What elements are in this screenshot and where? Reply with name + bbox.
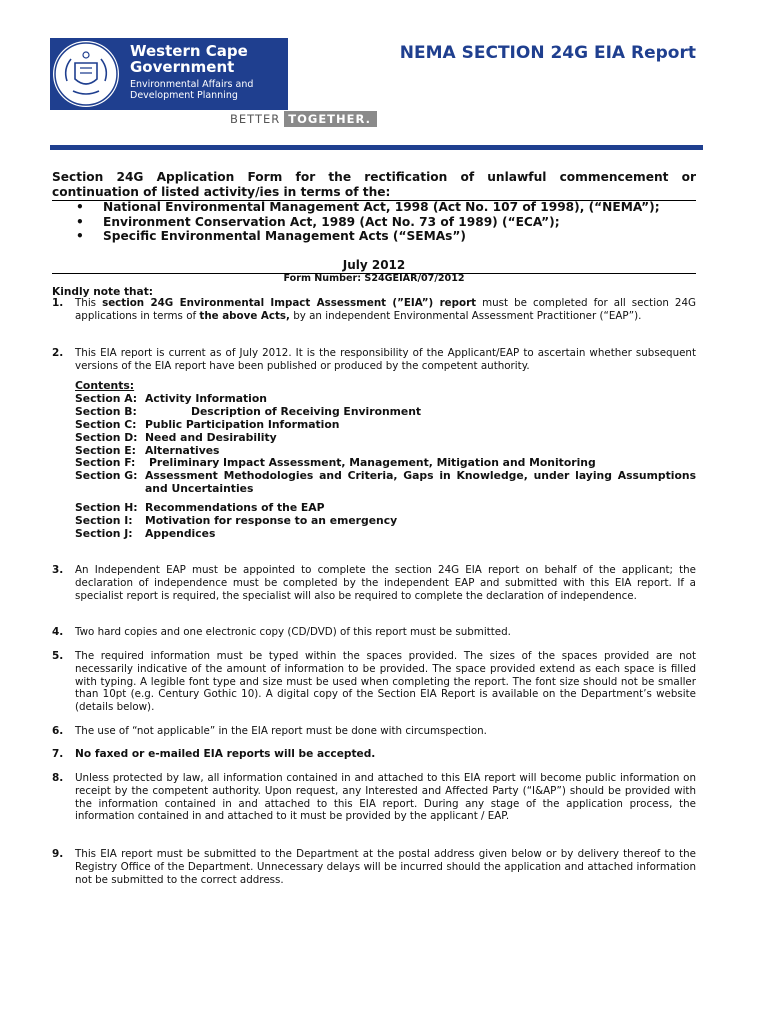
contents-row: Section I: Motivation for response to an emergency [75, 514, 398, 528]
item-number: 1. [52, 297, 64, 309]
contents-row: Section E: Alternatives [75, 443, 220, 457]
org-name: Western Cape Government [130, 42, 248, 76]
text-run: must be completed for all section 24G applications in terms of [75, 297, 696, 322]
item-number: 8. [52, 772, 64, 784]
intro-heading: Section 24G Application Form for the rectification of unlawful commencement or continuation of listed activity/ies in terms of the: [52, 170, 696, 199]
contents-row: Section C: Public Participation Information [75, 417, 340, 431]
header-divider [50, 145, 703, 150]
note-item-5 [75, 650, 696, 714]
item-number: 5. [52, 650, 64, 662]
note-item-2 [75, 347, 696, 373]
department-name: Environmental Affairs and Development Planning [130, 79, 254, 101]
contents-list [75, 380, 696, 541]
contents-row: Section A: Activity Information [75, 391, 267, 405]
government-logo [50, 38, 288, 110]
text-run: The use of “not applicable” in the EIA report must be done with circumspection. [75, 725, 487, 737]
text-run: by an independent Environmental Assessment Practitioner (“EAP”). [289, 309, 642, 322]
text-run: The required information must be typed within the spaces provided. The sizes of the spaces provided are not necessarily indicative of the amount of information to be provided. The space provided extend as each space is filled with typing. A legible font type and size must be used when completing the report. The font size should not be smaller than 10pt (e.g. Century Gothic 10). A digital copy of the Section EIA Report is available on the Department’s website (details below). [75, 650, 696, 714]
bold-text-run: section 24G Environmental Impact Assessment (”EIA”) report [102, 297, 477, 309]
text-run: Unless protected by law, all information contained in and attached to this EIA report will become public information on receipt by the competent authority. Upon request, any Interested and Affected Party (“I&AP”) should be provided with the information contained in and attached to this EIA report. During any stage of the application process, the information contained in and attached to it must be provided by the applicant / EAP. [75, 772, 696, 823]
item-number: 3. [52, 564, 64, 576]
document-page: Western Cape Government Environmental Affairs and Development Planning BETTER TOGETHER. NEMA SECTION 24G EIA Report Section 24G Application Form for the rectification of unlawful commencement or continuation of listed activity/ies in terms of the: • National Environmental Management Act, 1998 (Act No. 107 of 1998), (“NEMA”); • Environment Conservation Act, 1989 (Act No. 73 of 1989) (“ECA”); • Specific Environmental Management Acts (“SEMAs”) July 2012 Form Number: S24GEIAR/07/2012 Kindly note that: 1. This section 24G Environmental Impact Assessment (”EIA”) report must be completed for all section 24G applications in terms of the above Acts, by an independent Environmental Assessment Practitioner (“EAP”). 2. This EIA report is current as of July 2012. It is the responsibility of the Applicant/EAP to ascertain whether subsequent versions of the EIA report have been published or produced by the competent authority. Contents: Section A: Activity Information Section B: Description of Receiving Environment Section C: Public Participation Information Section D: Need and Desirability Section E: Alternatives Section F: Preliminary Impact Assessment, Management, Mitigation and Monitoring Section G: Assessment Methodologies and Criteria, Gaps in Knowledge, under laying Assumptions and Uncertainties Section H: Recommendations of the EAP Section I: Motivation for response to an emergency Section J: Appendices 3. An Independent EAP must be appointed to complete the section 24G EIA report on behalf of the applicant; the declaration of independence must be completed by the independent EAP and submitted with this EIA report. If a specialist report is required, the specialist will also be required to complete the declaration of independence. 4. Two hard copies and one electronic copy (CD/DVD) of this report must be submitted. 5. The required information must be typed within the spaces provided. The sizes of the spaces provided are not necessarily indicative of the amount of information to be provided. The space provided extend as each space is filled with typing. A legible font type and size must be used when completing the report. The font size should not be smaller than 10pt (e.g. Century Gothic 10). A digital copy of the Section EIA Report is available on the Department’s website (details below). 6. The use of “not applicable” in the EIA report must be done with circumspection. 7. No faxed or e-mailed EIA reports will be accepted. 8. Unless protected by law, all information contained in and attached to this EIA report will become public information on receipt by the competent authority. Upon request, any Interested and Affected Party (“I&AP”) should be provided with the information contained in and attached to this EIA report. During any stage of the application process, the information contained in and attached to it must be provided by the applicant / EAP. 9. This EIA report must be submitted to the Department at the postal address given below or by delivery thereof to the Registry Office of the Department. Unnecessary delays will be incurred should the application and attached information not be submitted to the correct address. [0, 0, 770, 1024]
report-title: NEMA SECTION 24G EIA Report [399, 43, 696, 63]
slogan-part1: BETTER [230, 112, 281, 126]
note-item-3 [75, 564, 696, 602]
item-number: 7. [52, 748, 64, 760]
slogan [230, 110, 377, 128]
note-item-8 [75, 772, 696, 823]
form-number: Form Number: S24GEIAR/07/2012 [283, 273, 465, 284]
contents-row: Section D: Need and Desirability [75, 430, 277, 444]
contents-row: Section B: Description of Receiving Environment [75, 404, 422, 418]
bold-text-run: the above Acts, [199, 309, 290, 322]
note-item-6 [75, 725, 696, 738]
note-item-7 [75, 748, 696, 761]
document-date: July 2012 [342, 258, 406, 272]
text-run: This EIA report is current as of July 2012. It is the responsibility of the Applicant/EAP to ascertain whether subsequent versions of the EIA report have been published or produced by the competent authority. [75, 347, 696, 372]
coat-of-arms-icon [53, 41, 119, 107]
contents-row: Section F: Preliminary Impact Assessment, Management, Mitigation and Monitoring [75, 456, 596, 470]
text-run: This EIA report must be submitted to the Department at the postal address given below or by delivery thereof to the Registry Office of the Department. Unnecessary delays will be incurred should the application and attached information not be submitted to the correct address. [75, 848, 696, 886]
item-number: 2. [52, 347, 64, 359]
text-run: Two hard copies and one electronic copy (CD/DVD) of this report must be submitted. [75, 626, 511, 638]
item-number: 4. [52, 626, 64, 638]
bold-text-run: No faxed or e-mailed EIA reports will be accepted. [75, 748, 376, 760]
text-run: This [75, 297, 103, 309]
note-item-9 [75, 848, 696, 886]
slogan-part2: TOGETHER. [284, 111, 377, 127]
text-run: An Independent EAP must be appointed to complete the section 24G EIA report on behalf of the applicant; the declaration of independence must be completed by the independent EAP and submitted with this EIA report. If a specialist report is required, the specialist will also be required to complete the declaration of independence. [75, 564, 696, 602]
contents-row: Section G: Assessment Methodologies and Criteria, Gaps in Knowledge, under laying Assumptions and Uncertainties [75, 469, 696, 496]
item-number: 6. [52, 725, 64, 737]
note-item-1 [75, 297, 696, 323]
kindly-note-label: Kindly note that: [52, 286, 154, 298]
contents-row: Section J: Appendices [75, 526, 216, 540]
item-number: 9. [52, 848, 64, 860]
contents-heading: Contents: [75, 379, 135, 392]
contents-row: Section H: Recommendations of the EAP [75, 501, 325, 515]
note-item-4 [75, 626, 696, 639]
